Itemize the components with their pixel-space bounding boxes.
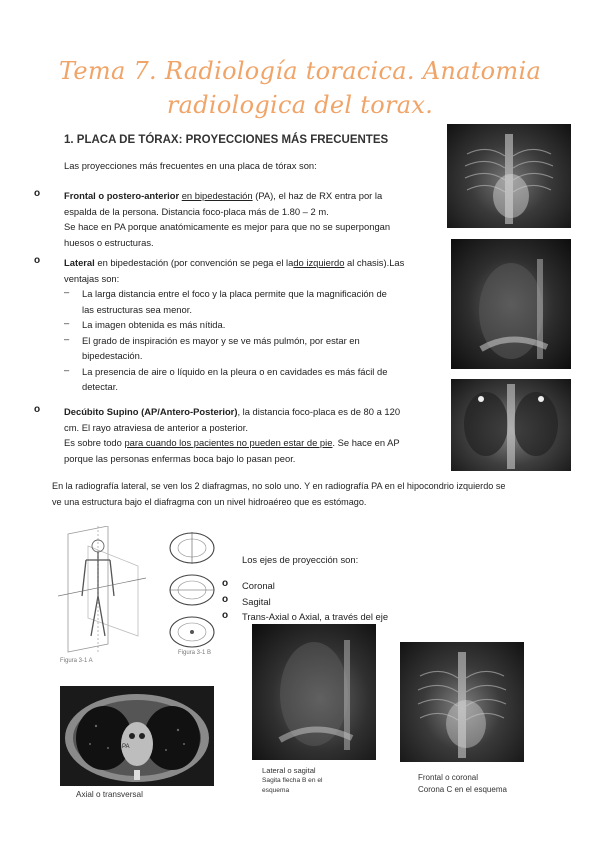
- lateral-text: en bipedestación (por convención se pega el la: [94, 257, 294, 268]
- frontal-paragraph: [64, 188, 434, 250]
- lateral-paragraph: [64, 255, 434, 286]
- section-heading: 1. PLACA DE TÓRAX: PROYECCIONES MÁS FRECUENTES: [64, 134, 389, 146]
- xray-pa-image: [447, 124, 571, 228]
- caption-line: Frontal o coronal: [418, 773, 479, 782]
- axes-heading: Los ejes de proyección son:: [242, 554, 359, 565]
- figure-a-caption: Figura 3-1 A: [60, 658, 93, 664]
- bullet-circle: o: [222, 594, 229, 605]
- list-item: bipedestación.: [82, 350, 143, 361]
- caption-line: Sagita flecha B en el: [262, 777, 323, 784]
- figure-b-caption: Figura 3-1 B: [178, 650, 212, 656]
- dash-bullet: –: [64, 333, 70, 344]
- dash-bullet: –: [64, 364, 70, 375]
- ap-graphic: [451, 379, 571, 471]
- lateral-underline: do izquierdo: [293, 257, 345, 268]
- lateral-text2: al chasis).Las: [344, 257, 405, 268]
- caption-coronal: [418, 772, 507, 796]
- list-item: las estructuras sea menor.: [82, 303, 192, 315]
- bullet-circle: o: [34, 188, 41, 199]
- caption-axial: Axial o transversal: [76, 790, 143, 799]
- paragraph-line1: En la radiografía lateral, se ven los 2 diafragmas, no solo uno. Y en radiografía PA en el hipocondrio izquierdo se: [52, 481, 506, 491]
- decubito-line3a: Es sobre todo: [64, 437, 125, 448]
- sagital-graphic: [252, 624, 376, 760]
- frontal-line3: Se hace en PA porque anatómicamente es mejor para que no se superpongan: [64, 221, 391, 232]
- anatomy-figure-a: [58, 526, 148, 656]
- list-item: La larga distancia entre el foco y la placa permite que la magnificación de: [82, 288, 387, 299]
- decubito-line3b: . Se hace en AP: [332, 437, 400, 448]
- decubito-underline: para cuando los pacientes no pueden estar de pie: [124, 437, 333, 448]
- bullet-circle: o: [34, 404, 41, 415]
- page-title: Tema 7. Radiología toracica. Anatomia: [58, 57, 542, 85]
- decubito-line4: porque las personas enfermas boca bajo lo pasan peor.: [64, 452, 296, 464]
- anatomy-figure-b: [162, 530, 222, 658]
- list-item: El grado de inspiración es mayor y se ve más pulmón, por estar en: [82, 334, 360, 346]
- caption-sagital: [262, 766, 322, 796]
- page-title-line2: radiologica del torax.: [166, 91, 434, 119]
- decubito-paragraph: [64, 404, 444, 466]
- decubito-text: , la distancia foco-placa es de 80 a 120: [237, 406, 401, 417]
- dash-bullet: –: [64, 317, 70, 328]
- axis-coronal: Coronal: [242, 580, 275, 591]
- decubito-line2: cm. El rayo atraviesa de anterior a posterior.: [64, 421, 248, 433]
- bullet-circle: o: [34, 255, 41, 266]
- frontal-line2: espalda de la persona. Distancia foco-placa más de 1.80 – 2 m.: [64, 205, 329, 217]
- list-item: La presencia de aire o líquido en la pleura o en cavidades es más fácil de: [82, 365, 388, 377]
- xray-lateral-image: [451, 239, 571, 369]
- body-paragraph: [52, 479, 572, 510]
- ct-graphic: [60, 686, 214, 786]
- lateral-list: [82, 286, 434, 395]
- xray-ap-image: [451, 379, 571, 471]
- list-item: detectar.: [82, 381, 118, 392]
- lateral-line2: ventajas son:: [64, 272, 120, 284]
- axis-sagital: Sagital: [242, 595, 271, 607]
- xray-sagital-image: [252, 624, 376, 760]
- list-item: La imagen obtenida es más nítida.: [82, 319, 226, 330]
- axes-list: [242, 578, 388, 625]
- ct-axial-image: [60, 686, 214, 786]
- bullet-circle: o: [222, 610, 229, 621]
- bullet-circle: o: [222, 578, 229, 589]
- caption-line: Lateral o sagital: [262, 766, 316, 775]
- ribs-graphic: [447, 124, 571, 228]
- ct-label: PA: [122, 744, 130, 750]
- dash-bullet: –: [64, 286, 70, 297]
- frontal-underline: en bipedestación: [181, 190, 253, 201]
- xray-coronal-image: [400, 642, 524, 762]
- frontal-bold: Frontal o postero-anterior: [64, 190, 180, 201]
- lateral-graphic: [451, 239, 571, 369]
- caption-line: Corona C en el esquema: [418, 785, 507, 794]
- axis-axial: Trans-Axial o Axial, a través del eje: [242, 611, 389, 622]
- intro-text: Las proyecciones más frecuentes en una placa de tórax son:: [64, 160, 317, 171]
- coronal-graphic: [400, 642, 524, 762]
- frontal-text: (PA), el haz de RX entra por la: [252, 190, 383, 201]
- frontal-line4: huesos o estructuras.: [64, 236, 154, 248]
- lateral-bold: Lateral: [64, 257, 95, 268]
- caption-line: esquema: [262, 787, 290, 794]
- paragraph-line2: ve una estructura bajo el diafragma con un nivel hidroaéreo que es estómago.: [52, 496, 367, 507]
- decubito-bold: Decúbito Supino (AP/Antero-Posterior): [64, 406, 238, 417]
